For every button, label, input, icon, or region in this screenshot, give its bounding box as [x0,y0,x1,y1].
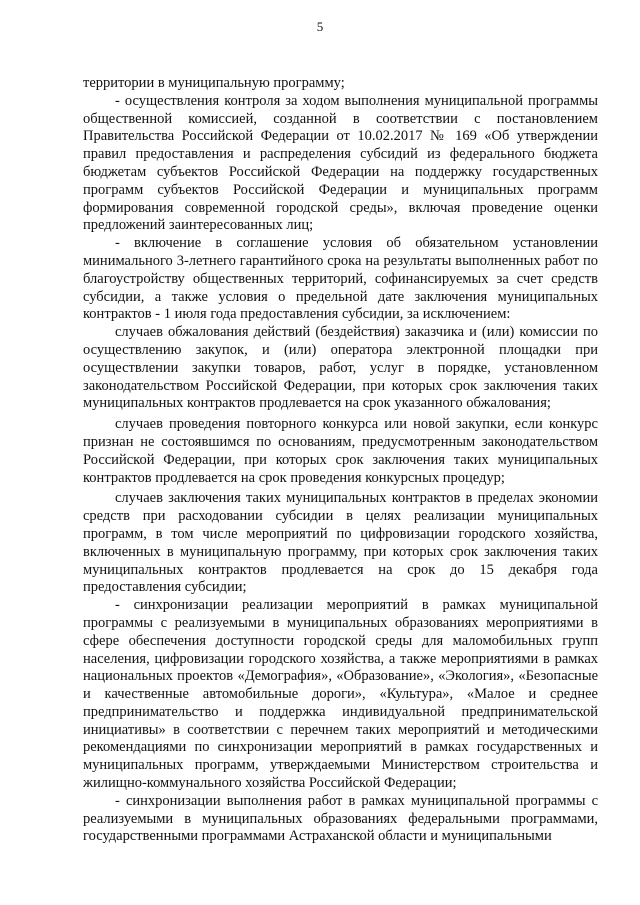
paragraph-2: - осуществления контроля за ходом выполнения муниципальной программы общественной комиссией, созданной в соответствии с постановлением Правительства Российской Федерации от 10.02.2017 № 169 «Об утверждении правил предоставления и распределения субсидий из федерального бюджета бюджетам субъектов Российской Федерации на поддержку государственных программ субъектов Российской Федерации и муниципальных программ формирования современной городской среды», включая проведение оценки предложений заинтересованных лиц; [83,92,598,234]
paragraph-1: территории в муниципальную программу; [83,75,345,91]
page-number: 5 [316,19,324,34]
paragraph-3: - включение в соглашение условия об обязательном установлении минимального 3-летнего гарантийного срока на результаты выполненных работ по благоустройству общественных территорий, софинансируемых за счет средств субсидии, а также условия о предельной дате заключения муниципальных контрактов - 1 июля года предоставления субсидии, за исключением: [83,235,598,323]
paragraph-7: - синхронизации реализации мероприятий в рамках муниципальной программы с реализуемыми в муниципальных образованиях мероприятиями в сфере обеспечения доступности городской среды для маломобильных групп населения, цифровизации городского хозяйства, а также мероприятиями в рамках национальных проектов «Демография», «Образование», «Экология», «Безопасные и качественные автомобильные дороги», «Культура», «Малое и среднее предпринимательство и поддержка индивидуальной предпринимательской инициативы» в соответствии с перечнем таких мероприятий и методическими рекомендациями по синхронизации мероприятий в рамках государственных и муниципальных программ, утверждаемыми Министерством строительства и жилищно-коммунального хозяйства Российской Федерации; [83,597,598,792]
paragraph-6: случаев заключения таких муниципальных контрактов в пределах экономии средств при расходовании субсидии в целях реализации муниципальных программ, в том числе мероприятий по цифровизации городского хозяйства, включенных в муниципальную программу, при которых срок заключения таких муниципальных контрактов продлевается на срок до 15 декабря года предоставления субсидии; [83,490,598,596]
paragraph-4: случаев обжалования действий (бездействия) заказчика и (или) комиссии по осуществлению закупок, и (или) оператора электронной площадки при осуществлении закупки товаров, работ, услуг в порядке, установленном законодательством Российской Федерации, при которых срок заключения таких муниципальных контрактов продлевается на срок указанного обжалования; [83,324,598,412]
paragraph-8: - синхронизации выполнения работ в рамках муниципальной программы с реализуемыми в муниципальных образованиях федеральными программами, государственными программами Астраханской области и муниципальными [83,792,598,845]
document-body [83,75,598,846]
paragraph-5: случаев проведения повторного конкурса или новой закупки, если конкурс признан не состоявшимся по основаниям, предусмотренным законодательством Российской Федерации, при которых срок заключения таких муниципальных контрактов продлевается на срок проведения конкурсных процедур; [83,416,598,486]
